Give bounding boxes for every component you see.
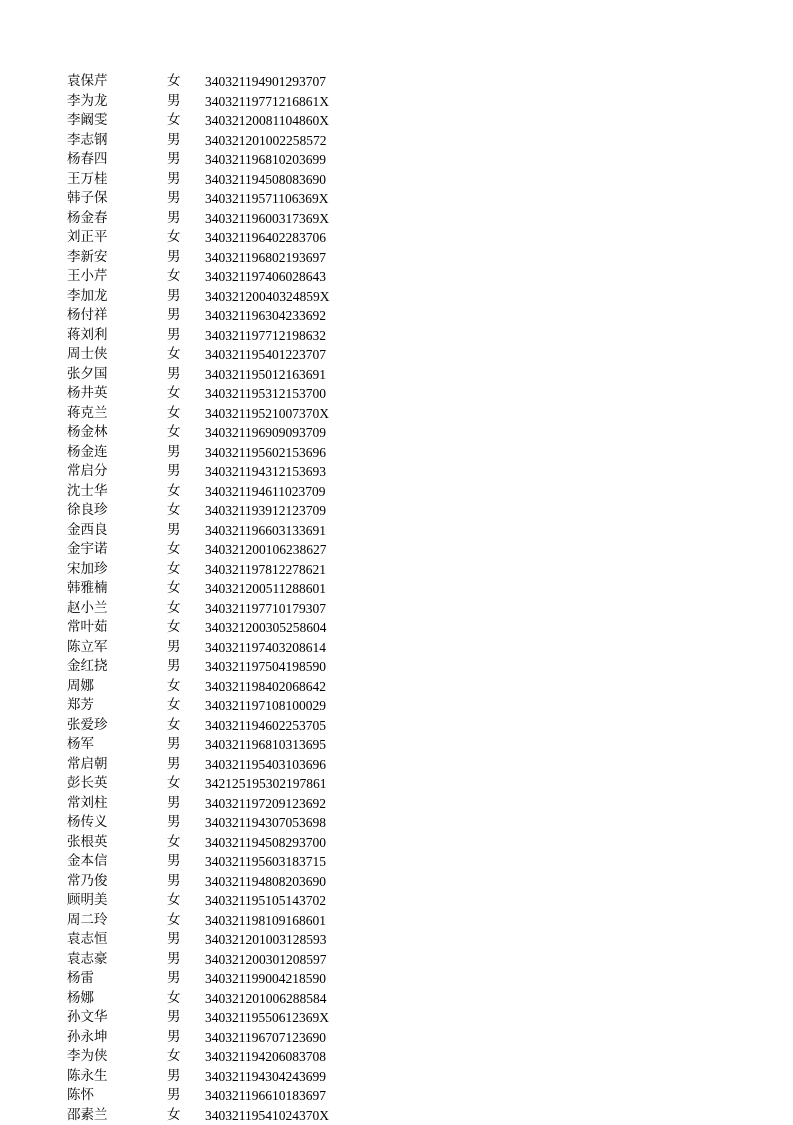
table-row [0,852,793,872]
table-row [0,170,793,190]
person-name: 张根英 [67,833,108,853]
person-id-number: 340321195012163691 [205,365,326,385]
person-sex: 女 [167,1106,181,1125]
person-id-number: 340321198109168601 [205,911,326,931]
person-id-number: 340321201002258572 [205,131,327,151]
table-row [0,267,793,287]
person-id-number: 340321196610183697 [205,1086,326,1106]
table-row [0,735,793,755]
person-id-number: 340321201006288584 [205,989,327,1009]
person-id-number: 340321200301208597 [205,950,327,970]
person-id-number: 340321196304233692 [205,306,326,326]
person-sex: 男 [167,287,181,307]
table-row [0,209,793,229]
person-sex: 男 [167,794,181,814]
table-row [0,560,793,580]
person-id-number: 340321194312153693 [205,462,326,482]
person-id-number: 340321194611023709 [205,482,326,502]
person-id-number: 340321196802193697 [205,248,326,268]
table-row [0,501,793,521]
person-id-number: 340321200305258604 [205,618,327,638]
table-row [0,443,793,463]
person-name: 张夕国 [67,365,108,385]
person-name: 李志钢 [67,131,108,151]
table-row [0,404,793,424]
person-id-number: 340321196909093709 [205,423,326,443]
table-row [0,345,793,365]
person-sex: 男 [167,1028,181,1048]
table-row [0,540,793,560]
person-id-number: 340321194206083708 [205,1047,326,1067]
person-sex: 男 [167,521,181,541]
person-id-number: 340321198402068642 [205,677,326,697]
person-name: 刘正平 [67,228,108,248]
table-row [0,599,793,619]
person-sex: 女 [167,423,181,443]
person-name: 陈永生 [67,1067,108,1087]
person-name: 杨传义 [67,813,108,833]
person-sex: 女 [167,599,181,619]
person-id-number: 342125195302197861 [205,774,327,794]
person-id-number: 34032120040324859X [205,287,330,307]
person-sex: 女 [167,618,181,638]
table-row [0,462,793,482]
person-name: 袁保芹 [67,72,108,92]
person-id-number: 340321197504198590 [205,657,326,677]
person-name: 张爱珍 [67,716,108,736]
table-row [0,306,793,326]
person-id-number: 340321194307053698 [205,813,326,833]
person-sex: 女 [167,501,181,521]
table-row [0,579,793,599]
person-sex: 女 [167,1047,181,1067]
person-id-number: 340321195603183715 [205,852,326,872]
table-row [0,638,793,658]
person-name: 陈怀 [67,1086,94,1106]
person-name: 顾明美 [67,891,108,911]
person-id-number: 340321197406028643 [205,267,326,287]
person-name: 徐良珍 [67,501,108,521]
table-row [0,618,793,638]
person-sex: 女 [167,72,181,92]
person-name: 王小芹 [67,267,108,287]
person-sex: 男 [167,1086,181,1106]
person-name: 袁志恒 [67,930,108,950]
person-sex: 男 [167,326,181,346]
person-sex: 男 [167,150,181,170]
person-id-number: 340321196402283706 [205,228,326,248]
table-row [0,1067,793,1087]
person-id-number: 340321197403208614 [205,638,326,658]
table-row [0,365,793,385]
table-row [0,1086,793,1106]
person-id-number: 34032119521007370X [205,404,329,424]
table-row [0,287,793,307]
person-id-number: 34032120081104860X [205,111,329,131]
person-name: 周娜 [67,677,94,697]
table-row [0,891,793,911]
roster-table [0,72,793,1125]
person-sex: 男 [167,209,181,229]
person-name: 常刘柱 [67,794,108,814]
person-id-number: 34032119600317369X [205,209,329,229]
person-sex: 男 [167,170,181,190]
person-name: 孙永坤 [67,1028,108,1048]
person-sex: 女 [167,482,181,502]
person-sex: 男 [167,638,181,658]
person-id-number: 340321197108100029 [205,696,326,716]
table-row [0,716,793,736]
person-sex: 女 [167,774,181,794]
person-sex: 男 [167,852,181,872]
table-row [0,794,793,814]
person-name: 邵素兰 [67,1106,108,1125]
person-sex: 女 [167,384,181,404]
person-sex: 女 [167,716,181,736]
person-sex: 女 [167,267,181,287]
person-name: 孙文华 [67,1008,108,1028]
person-sex: 男 [167,443,181,463]
table-row [0,911,793,931]
person-name: 杨金连 [67,443,108,463]
person-id-number: 340321197209123692 [205,794,326,814]
table-row [0,774,793,794]
person-id-number: 34032119771216861X [205,92,329,112]
person-sex: 男 [167,969,181,989]
person-id-number: 340321197812278621 [205,560,326,580]
person-sex: 男 [167,755,181,775]
person-sex: 男 [167,306,181,326]
person-id-number: 340321197712198632 [205,326,326,346]
person-name: 杨井英 [67,384,108,404]
table-row [0,72,793,92]
table-row [0,482,793,502]
person-sex: 男 [167,813,181,833]
person-id-number: 340321193912123709 [205,501,326,521]
person-id-number: 340321196810203699 [205,150,326,170]
person-id-number: 340321194602253705 [205,716,326,736]
person-sex: 女 [167,833,181,853]
person-id-number: 340321196707123690 [205,1028,326,1048]
person-id-number: 340321195312153700 [205,384,326,404]
table-row [0,696,793,716]
table-row [0,1106,793,1125]
person-sex: 男 [167,735,181,755]
person-id-number: 340321194808203690 [205,872,326,892]
person-sex: 女 [167,579,181,599]
person-name: 杨军 [67,735,94,755]
person-name: 金本信 [67,852,108,872]
person-id-number: 340321201003128593 [205,930,327,950]
person-sex: 男 [167,92,181,112]
table-row [0,326,793,346]
table-row [0,950,793,970]
person-sex: 女 [167,696,181,716]
person-name: 李新安 [67,248,108,268]
person-id-number: 340321195401223707 [205,345,326,365]
person-name: 常启分 [67,462,108,482]
table-row [0,131,793,151]
person-name: 李为侠 [67,1047,108,1067]
person-name: 杨娜 [67,989,94,1009]
person-name: 宋加珍 [67,560,108,580]
person-sex: 女 [167,560,181,580]
person-sex: 男 [167,462,181,482]
person-name: 杨春四 [67,150,108,170]
table-row [0,228,793,248]
person-id-number: 34032119541024370X [205,1106,329,1125]
person-name: 赵小兰 [67,599,108,619]
person-sex: 男 [167,248,181,268]
table-row [0,111,793,131]
person-name: 李为龙 [67,92,108,112]
person-id-number: 340321200511288601 [205,579,326,599]
person-id-number: 340321194508083690 [205,170,326,190]
person-id-number: 340321200106238627 [205,540,327,560]
person-name: 彭长英 [67,774,108,794]
person-sex: 男 [167,1008,181,1028]
table-row [0,677,793,697]
table-row [0,833,793,853]
person-id-number: 340321194508293700 [205,833,326,853]
person-sex: 男 [167,657,181,677]
person-sex: 女 [167,228,181,248]
person-sex: 女 [167,677,181,697]
person-id-number: 340321196810313695 [205,735,326,755]
table-row [0,189,793,209]
table-row [0,872,793,892]
person-name: 杨金春 [67,209,108,229]
table-row [0,1047,793,1067]
person-sex: 女 [167,345,181,365]
person-name: 常乃俊 [67,872,108,892]
person-name: 李加龙 [67,287,108,307]
person-sex: 女 [167,989,181,1009]
table-row [0,1008,793,1028]
person-name: 金西良 [67,521,108,541]
table-row [0,969,793,989]
person-name: 蒋克兰 [67,404,108,424]
person-name: 韩雅楠 [67,579,108,599]
person-name: 杨付祥 [67,306,108,326]
person-name: 金红挠 [67,657,108,677]
person-sex: 男 [167,131,181,151]
person-sex: 女 [167,540,181,560]
person-id-number: 340321199004218590 [205,969,326,989]
table-row [0,384,793,404]
table-row [0,755,793,775]
table-row [0,989,793,1009]
person-id-number: 340321196603133691 [205,521,326,541]
person-sex: 男 [167,872,181,892]
person-id-number: 340321195105143702 [205,891,326,911]
person-id-number: 340321195403103696 [205,755,326,775]
table-row [0,1028,793,1048]
person-sex: 男 [167,950,181,970]
person-sex: 女 [167,891,181,911]
person-name: 韩子保 [67,189,108,209]
person-name: 沈士华 [67,482,108,502]
person-id-number: 340321194304243699 [205,1067,326,1087]
table-row [0,657,793,677]
table-row [0,813,793,833]
person-name: 常启朝 [67,755,108,775]
person-sex: 女 [167,911,181,931]
person-id-number: 340321197710179307 [205,599,326,619]
person-id-number: 340321195602153696 [205,443,326,463]
person-name: 周士侠 [67,345,108,365]
person-name: 郑芳 [67,696,94,716]
person-name: 金宇诺 [67,540,108,560]
person-sex: 男 [167,365,181,385]
person-sex: 男 [167,189,181,209]
table-row [0,248,793,268]
person-name: 王万桂 [67,170,108,190]
person-name: 李阚雯 [67,111,108,131]
table-row [0,92,793,112]
person-sex: 女 [167,111,181,131]
person-name: 常叶茹 [67,618,108,638]
person-id-number: 34032119571106369X [205,189,329,209]
person-sex: 女 [167,404,181,424]
person-id-number: 34032119550612369X [205,1008,329,1028]
table-row [0,930,793,950]
person-name: 袁志豪 [67,950,108,970]
person-name: 杨金林 [67,423,108,443]
person-name: 周二玲 [67,911,108,931]
person-name: 陈立军 [67,638,108,658]
person-id-number: 340321194901293707 [205,72,326,92]
person-name: 蒋刘利 [67,326,108,346]
person-sex: 男 [167,1067,181,1087]
table-row [0,150,793,170]
person-sex: 男 [167,930,181,950]
table-row [0,423,793,443]
table-row [0,521,793,541]
person-name: 杨雷 [67,969,94,989]
